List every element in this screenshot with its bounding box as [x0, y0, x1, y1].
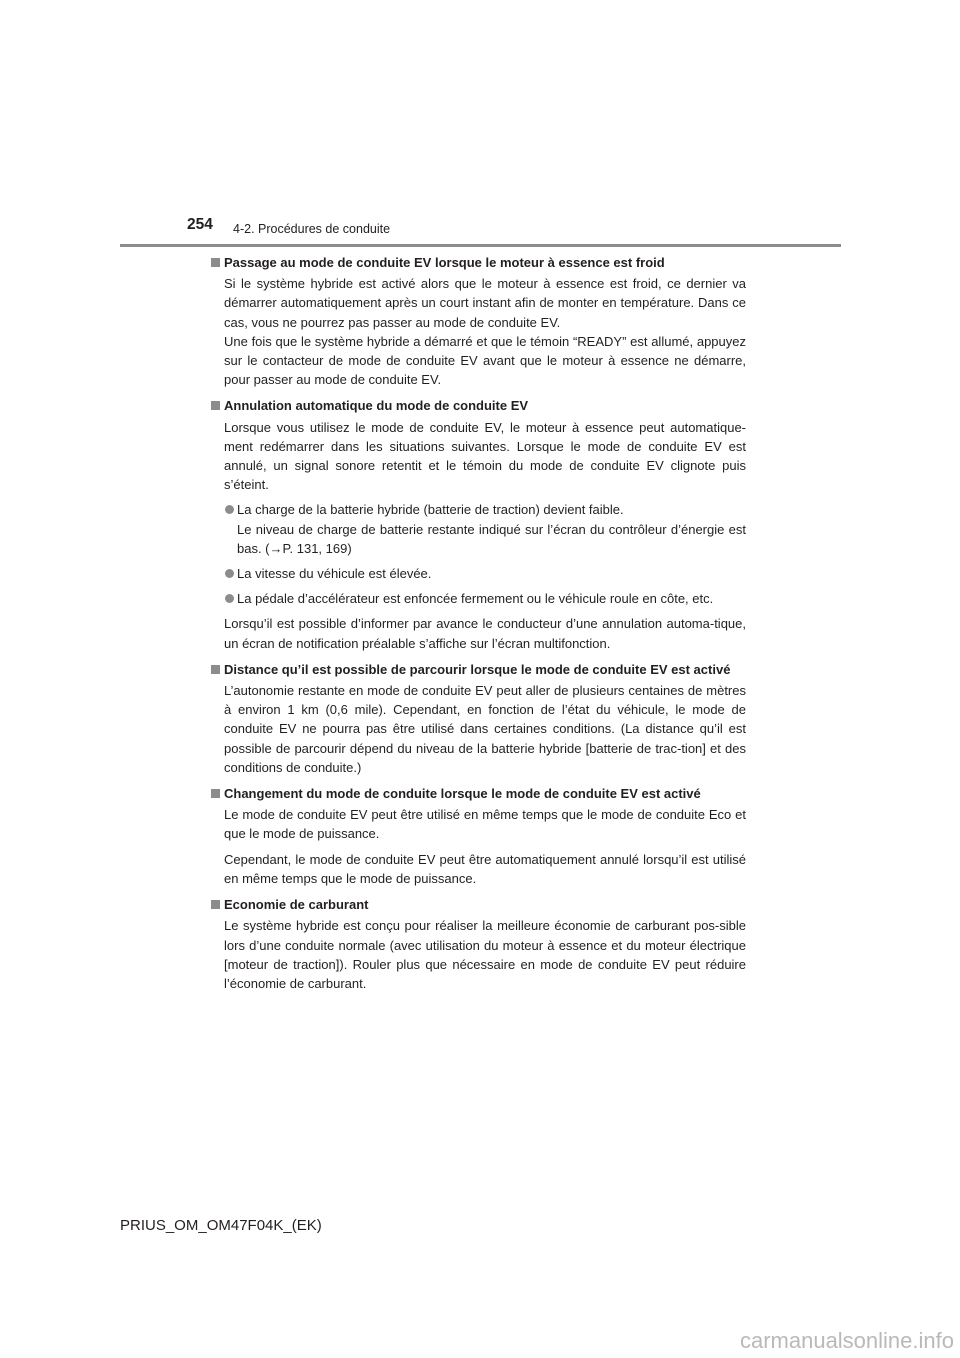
paragraph: L’autonomie restante en mode de conduite EV peut aller de plusieurs centaines de mètres à environ 1 km (0,6 mile). Cependant, en fonction de l’état du véhicule, le mode de conduite EV ne pourra pas être utilisé dans certaines conditions. (La distance qu’il est possible de parcourir dépend du niveau de la batterie hybride [batterie de trac-tion] et des conditions de conduite.) — [224, 683, 746, 775]
list-item-text: La pédale d’accélérateur est enfoncée fermement ou le véhicule roule en côte, etc. — [237, 591, 714, 607]
section-heading — [211, 253, 746, 272]
paragraph: Une fois que le système hybride a démarré et que le témoin “READY” est allumé, appuyez sur le contacteur de mode de conduite EV avant que le moteur à essence ne démarre, pour passer au mode de conduite EV. — [224, 333, 746, 388]
watermark: carmanualsonline.info — [739, 1328, 954, 1353]
heading-text: Passage au mode de conduite EV lorsque le moteur à essence est froid — [224, 255, 665, 270]
paragraph: Le système hybride est conçu pour réaliser la meilleure économie de carburant pos-sible lors d’une conduite normale (avec utilisation du moteur à essence et du moteur électrique [moteur de traction]). Rouler plus que nécessaire en mode de conduite EV peut réduire l’économie de carburant. — [224, 918, 746, 991]
square-bullet-icon — [211, 401, 220, 410]
square-bullet-icon — [211, 665, 220, 674]
list-item-text: La charge de la batterie hybride (batterie de traction) devient faible. — [237, 502, 624, 518]
heading-text: Annulation automatique du mode de conduite EV — [224, 398, 529, 414]
square-bullet-icon — [211, 789, 220, 798]
list-item — [211, 500, 746, 558]
heading-text: Distance qu’il est possible de parcourir lorsque le mode de conduite EV est activé — [224, 661, 731, 677]
section-heading — [211, 784, 746, 803]
paragraph: Si le système hybride est activé alors que le moteur à essence est froid, ce dernier va démarrer automatiquement après un court instant afin de monter en température. Dans ce cas, vous ne pourrez pas passer au mode de conduite EV. — [224, 276, 746, 330]
paragraph: Cependant, le mode de conduite EV peut être automatiquement annulé lorsqu’il est utilisé en même temps que le mode de puissance. — [224, 851, 746, 886]
paragraph: Le mode de conduite EV peut être utilisé en même temps que le mode de conduite Eco et que le mode de puissance. — [224, 807, 746, 842]
page-content — [211, 253, 746, 993]
heading-text: Changement du mode de conduite lorsque le mode de conduite EV est activé — [224, 786, 701, 802]
heading-text: Economie de carburant — [224, 897, 369, 913]
list-item-text: La vitesse du véhicule est élevée. — [237, 566, 432, 582]
section-title: 4-2. Procédures de conduite — [233, 222, 391, 236]
header-divider — [120, 244, 841, 247]
square-bullet-icon — [211, 900, 220, 909]
paragraph: Lorsqu’il est possible d’informer par avance le conducteur d’une annulation automa-tique, un écran de notification préalable s’affiche sur l’écran multifonction. — [224, 616, 746, 651]
section-heading — [211, 895, 746, 914]
section-heading — [211, 660, 746, 679]
list-item — [211, 564, 746, 583]
circle-bullet-icon — [225, 594, 234, 603]
document-code: PRIUS_OM_OM47F04K_(EK) — [120, 1217, 322, 1234]
circle-bullet-icon — [225, 505, 234, 514]
section-heading — [211, 396, 746, 415]
circle-bullet-icon — [225, 569, 234, 578]
paragraph: Lorsque vous utilisez le mode de conduite EV, le moteur à essence peut automatique-ment redémarrer dans les situations suivantes. Lorsque le mode de conduite EV est annulé, un signal sonore retentit et le témoin du mode de conduite EV clignote puis s’éteint. — [224, 419, 746, 493]
list-item-detail: Le niveau de charge de batterie restante indiqué sur l’écran du contrôleur d’énergie est bas. (→P. 131, 169) — [237, 521, 746, 556]
page-number: 254 — [187, 216, 213, 233]
square-bullet-icon — [211, 258, 220, 267]
list-item — [211, 589, 746, 608]
